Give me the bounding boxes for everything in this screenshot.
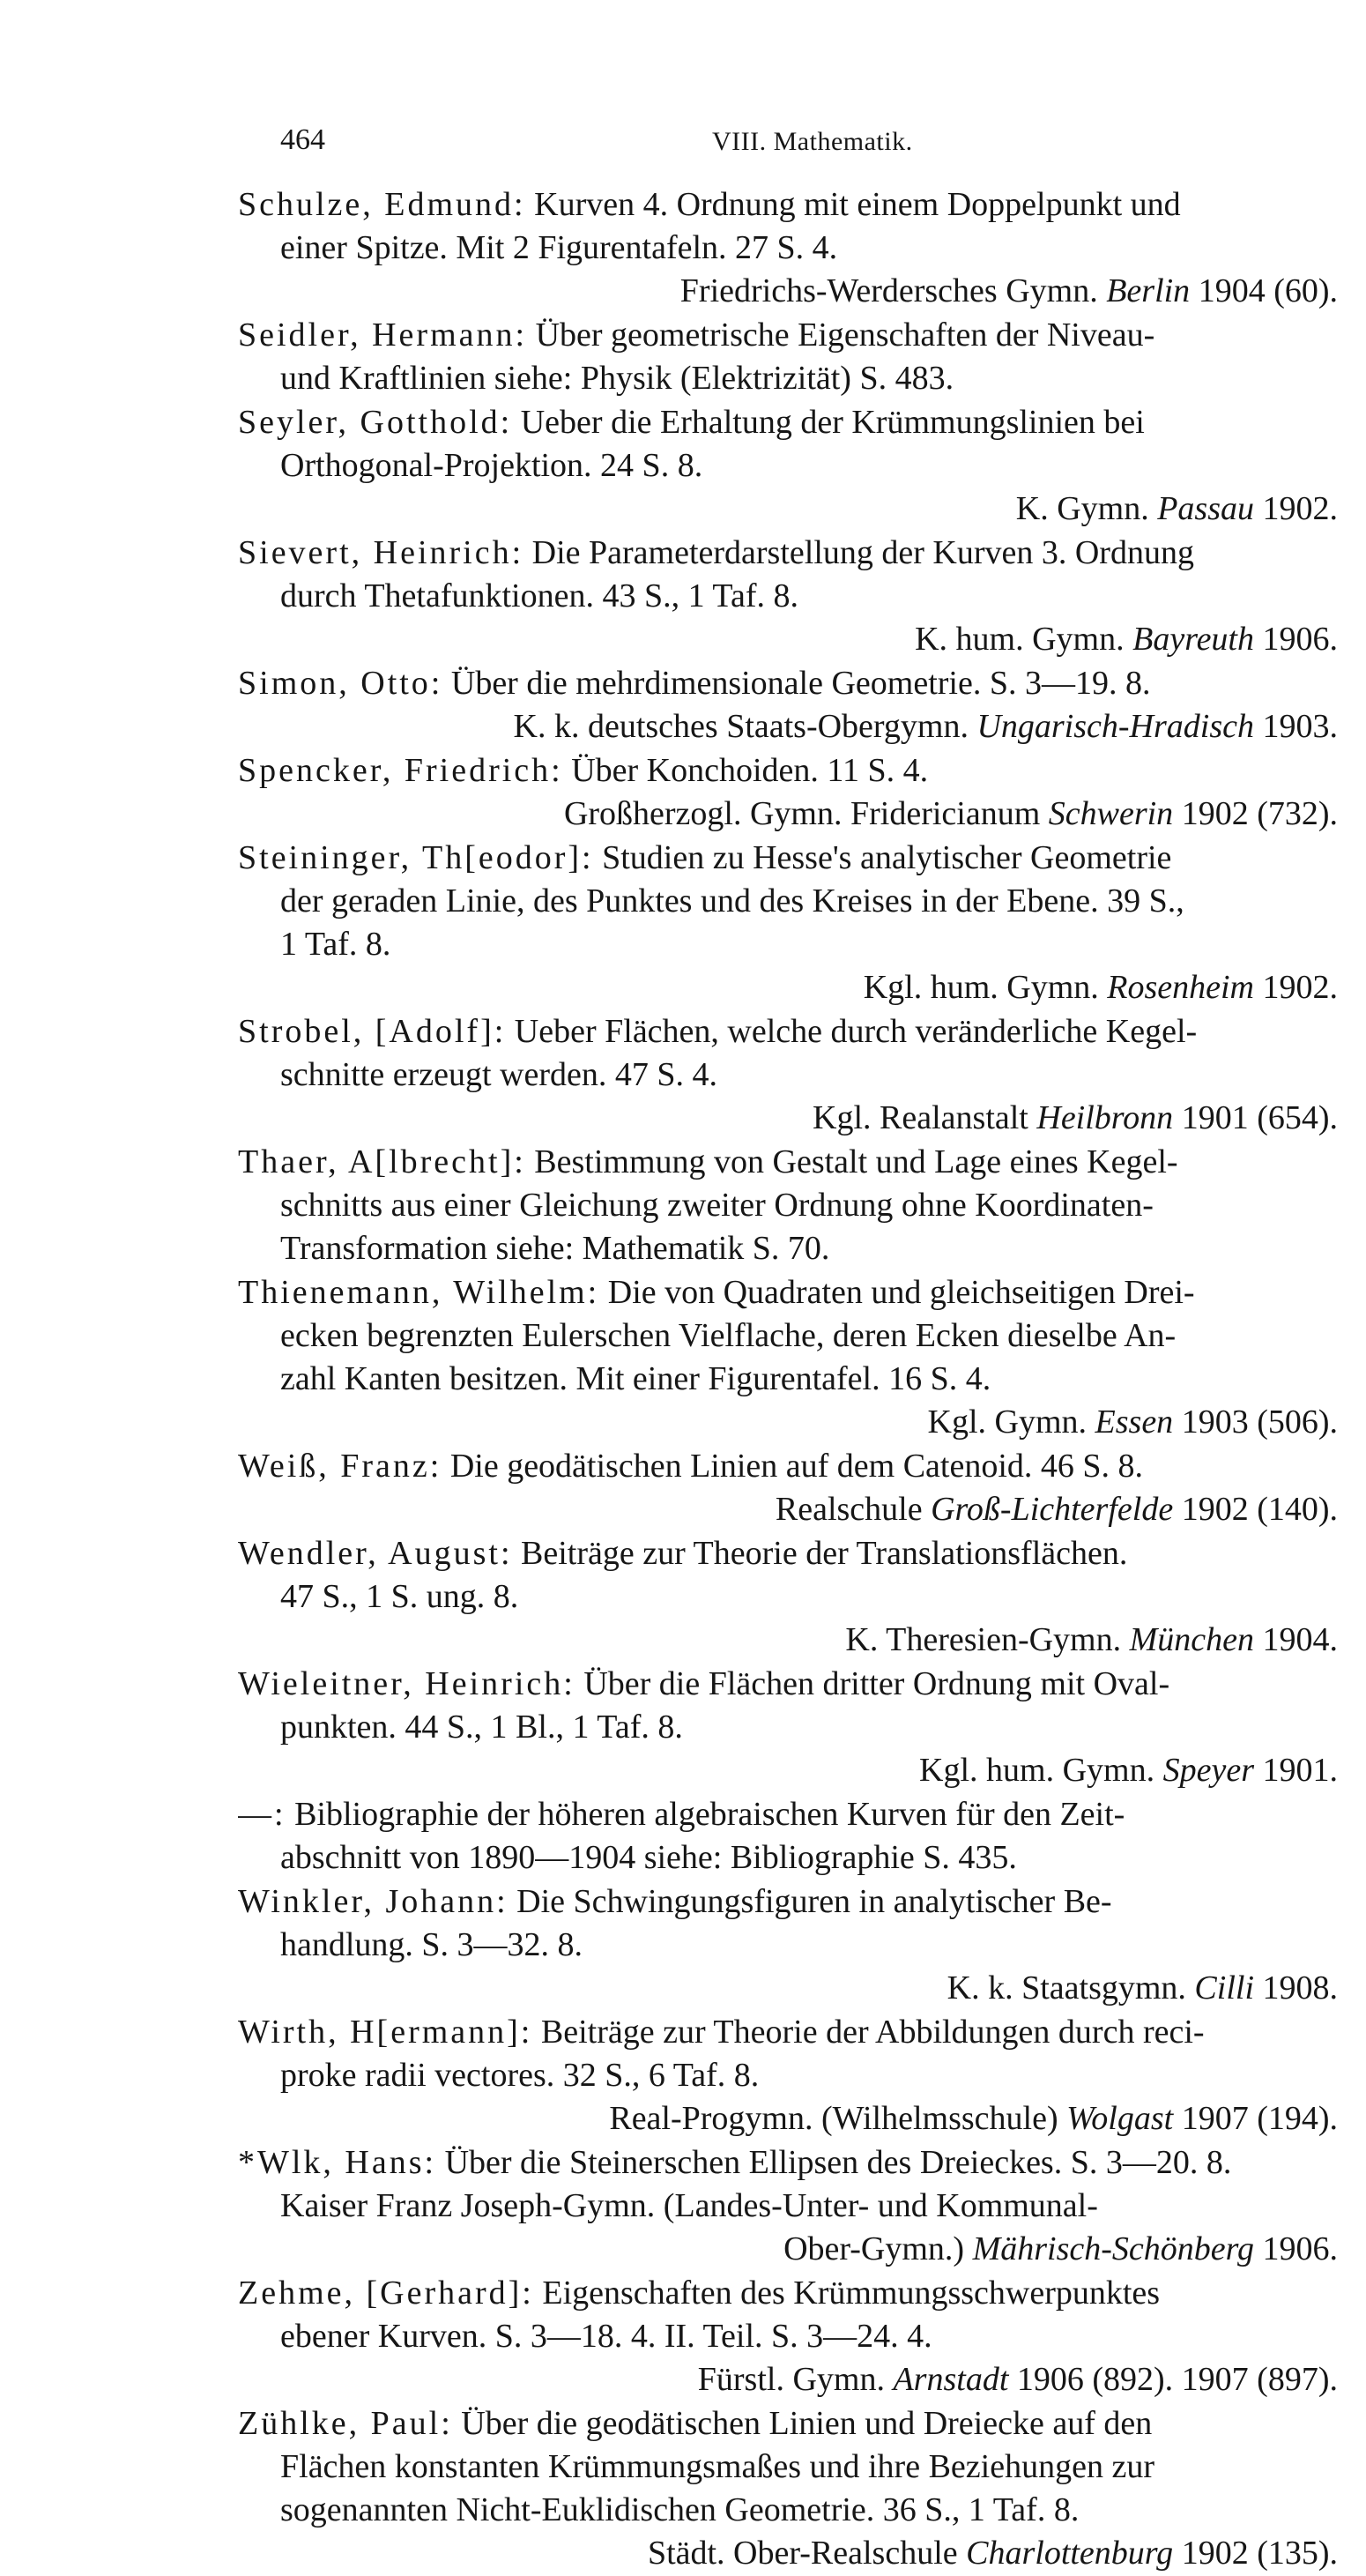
entry-school: Großherzogl. Gymn. Fridericianum — [563, 795, 1041, 832]
entry-author: Simon, Otto: — [238, 665, 443, 702]
bibliography-entry — [238, 183, 1350, 313]
entry-school: K. k. deutsches Staats-Obergymn. — [513, 708, 969, 745]
entry-title-text: Die Schwingungsfiguren in analytischer Be- — [516, 1883, 1112, 1920]
entry-year: 1902 (140). — [1181, 1491, 1338, 1528]
entry-title-text: sogenannten Nicht-Euklidischen Geometrie. 36 S., 1 Taf. 8. — [280, 2491, 1080, 2528]
entry-first-line — [238, 1271, 1350, 1314]
entry-first-line — [238, 1445, 1350, 1488]
bibliography-entry — [238, 2141, 1350, 2271]
entry-title-text: Die von Quadraten und gleichseitigen Drei- — [607, 1274, 1195, 1311]
entry-year: 1908. — [1262, 1969, 1338, 2006]
bibliography-entry — [238, 749, 1350, 836]
entry-author: Zühlke, Paul: — [238, 2405, 453, 2442]
bibliography-entry — [238, 532, 1350, 661]
entry-city: Groß-Lichterfelde — [931, 1491, 1174, 1528]
entry-continuation-line — [238, 2185, 1350, 2228]
entry-first-line — [238, 2141, 1350, 2185]
entry-first-line — [238, 1141, 1350, 1184]
entry-city: Rosenheim — [1107, 969, 1254, 1006]
bibliography-entry — [238, 2011, 1350, 2140]
entry-continuation-line — [238, 2054, 1350, 2097]
entry-school: Kgl. Realanstalt — [813, 1099, 1028, 1136]
entry-first-line — [238, 314, 1350, 357]
entry-continuation-line — [238, 2446, 1350, 2489]
entry-first-line — [238, 1663, 1350, 1706]
entry-title-text: schnitts aus einer Gleichung zweiter Ordnung ohne Koordinaten- — [280, 1187, 1154, 1224]
entry-provenance — [238, 2228, 1350, 2271]
entry-school: Kgl. hum. Gymn. — [919, 1752, 1155, 1789]
bibliography-entry — [238, 1271, 1350, 1444]
entry-title-text: abschnitt von 1890—1904 siehe: Bibliographie S. 435. — [280, 1839, 1017, 1876]
entry-title-text: Orthogonal-Projektion. 24 S. 8. — [280, 447, 703, 484]
entry-city: Schwerin — [1048, 795, 1174, 832]
entry-first-line — [238, 401, 1350, 444]
bibliography-entry — [238, 837, 1350, 1009]
entry-provenance — [238, 1749, 1350, 1792]
entry-title-text: Über geometrische Eigenschaften der Niveau- — [535, 316, 1155, 354]
entry-title-text: Transformation siehe: Mathematik S. 70. — [280, 1230, 830, 1267]
entry-year: 1904 (60). — [1198, 272, 1338, 309]
entry-provenance — [238, 270, 1350, 313]
entry-continuation-line — [238, 2315, 1350, 2358]
bibliography-entry — [238, 1663, 1350, 1792]
section-title: VIII. Mathematik. — [712, 127, 913, 156]
entry-title-text: der geraden Linie, des Punktes und des Kreises in der Ebene. 39 S., — [280, 882, 1184, 919]
entry-year: 1902 (732). — [1181, 795, 1338, 832]
entry-first-line — [238, 662, 1350, 705]
entry-title-text: Ueber die Erhaltung der Krümmungslinien bei — [520, 404, 1145, 441]
entry-city: Essen — [1095, 1403, 1174, 1441]
entry-title-text: Bibliographie der höheren algebraischen Kurven für den Zeit- — [294, 1796, 1125, 1833]
entry-provenance — [238, 1097, 1350, 1140]
entry-author: *Wlk, Hans: — [238, 2144, 437, 2181]
entry-school: Friedrichs-Werdersches Gymn. — [679, 272, 1098, 309]
entry-title-text: und Kraftlinien siehe: Physik (Elektrizität) S. 483. — [280, 360, 954, 397]
bibliography-entry — [238, 314, 1350, 400]
entry-first-line — [238, 1010, 1350, 1053]
entry-first-line — [238, 183, 1350, 227]
entry-author: Sievert, Heinrich: — [238, 534, 524, 571]
entry-school: K. hum. Gymn. — [915, 621, 1125, 658]
entry-first-line — [238, 1532, 1350, 1575]
entry-provenance — [238, 1967, 1350, 2010]
entry-provenance — [238, 705, 1350, 748]
entry-continuation-line — [238, 227, 1350, 270]
entry-author: Seidler, Hermann: — [238, 316, 528, 354]
entry-author: Strobel, [Adolf]: — [238, 1013, 507, 1050]
entry-continuation-line — [238, 444, 1350, 488]
entry-first-line — [238, 749, 1350, 793]
entry-title-text: ecken begrenzten Eulerschen Vielflache, deren Ecken dieselbe An- — [280, 1317, 1177, 1354]
entry-city: Ungarisch-Hradisch — [976, 708, 1254, 745]
entry-continuation-line — [238, 2489, 1350, 2532]
entry-title-text: Eigenschaften des Krümmungsschwerpunktes — [542, 2274, 1161, 2312]
entry-continuation-line — [238, 1706, 1350, 1749]
entry-first-line — [238, 532, 1350, 575]
entry-city: Arnstadt — [893, 2361, 1009, 2398]
page-number: 464 — [280, 123, 325, 156]
entry-year: 1903 (506). — [1181, 1403, 1338, 1441]
entry-school: Kgl. Gymn. — [927, 1403, 1088, 1441]
entry-author: Thaer, A[lbrecht]: — [238, 1143, 526, 1180]
entry-city: Charlottenburg — [966, 2535, 1174, 2572]
entry-first-line — [238, 837, 1350, 880]
entry-city: München — [1129, 1621, 1254, 1658]
entry-school: Ober-Gymn.) — [783, 2230, 965, 2267]
entry-provenance — [238, 618, 1350, 661]
entry-continuation-line — [238, 357, 1350, 400]
entry-year: 1903. — [1262, 708, 1338, 745]
entry-title-text: proke radii vectores. 32 S., 6 Taf. 8. — [280, 2057, 760, 2094]
entry-city: Heilbronn — [1036, 1099, 1174, 1136]
entry-author: Wieleitner, Heinrich: — [238, 1665, 575, 1702]
entry-title-text: Beiträge zur Theorie der Translationsflächen. — [521, 1535, 1128, 1572]
entry-year: 1904. — [1262, 1621, 1338, 1658]
entry-provenance — [238, 2532, 1350, 2575]
entry-year: 1901. — [1262, 1752, 1338, 1789]
entry-year: 1906 (892). 1907 (897). — [1016, 2361, 1338, 2398]
entry-school: Fürstl. Gymn. — [697, 2361, 885, 2398]
entry-provenance — [238, 488, 1350, 531]
entry-title-text: Über Konchoiden. 11 S. 4. — [571, 752, 929, 789]
entry-city: Berlin — [1106, 272, 1191, 309]
entry-author: Wendler, August: — [238, 1535, 513, 1572]
entry-provenance — [238, 1401, 1350, 1444]
bibliography-entry — [238, 1010, 1350, 1140]
entry-year: 1901 (654). — [1181, 1099, 1338, 1136]
entry-title-text: 47 S., 1 S. ung. 8. — [280, 1578, 519, 1615]
entry-first-line — [238, 2011, 1350, 2054]
entry-provenance — [238, 966, 1350, 1009]
entry-city: Speyer — [1162, 1752, 1254, 1789]
entry-title-text: schnitte erzeugt werden. 47 S. 4. — [280, 1056, 717, 1093]
entry-school: Realschule — [775, 1491, 923, 1528]
entry-author: Weiß, Franz: — [238, 1448, 442, 1485]
entry-city: Passau — [1157, 490, 1254, 527]
entry-continuation-line — [238, 923, 1350, 966]
entry-continuation-line — [238, 1314, 1350, 1358]
entry-author: Steininger, Th[eodor]: — [238, 839, 594, 876]
entry-title-text: ebener Kurven. S. 3—18. 4. II. Teil. S. 3—24. 4. — [280, 2318, 932, 2355]
bibliography-entry — [238, 662, 1350, 748]
entry-continuation-line — [238, 1053, 1350, 1097]
entry-year: 1902. — [1262, 490, 1338, 527]
bibliography-list — [238, 183, 1350, 2576]
entry-title-text: Über die geodätischen Linien und Dreiecke auf den — [461, 2405, 1153, 2442]
entry-author: Schulze, Edmund: — [238, 186, 526, 223]
entry-title-text: zahl Kanten besitzen. Mit einer Figurentafel. 16 S. 4. — [280, 1360, 991, 1397]
entry-author: Seyler, Gotthold: — [238, 404, 513, 441]
bibliography-entry — [238, 1880, 1350, 2010]
entry-title-text: handlung. S. 3—32. 8. — [280, 1926, 583, 1963]
entry-title-text: Die geodätischen Linien auf dem Catenoid. 46 S. 8. — [449, 1448, 1144, 1485]
entry-continuation-line — [238, 1184, 1350, 1227]
entry-continuation-line — [238, 1358, 1350, 1401]
page-header — [280, 123, 1303, 168]
entry-title-text: Über die mehrdimensionale Geometrie. S. 3—19. 8. — [450, 665, 1151, 702]
entry-provenance — [238, 2358, 1350, 2401]
entry-title-text: Studien zu Hesse's analytischer Geometrie — [602, 839, 1172, 876]
entry-title-text: Kurven 4. Ordnung mit einem Doppelpunkt und — [534, 186, 1181, 223]
entry-first-line — [238, 1793, 1350, 1836]
entry-provenance — [238, 2097, 1350, 2140]
entry-title-text: Kaiser Franz Joseph-Gymn. (Landes-Unter- und Kommunal- — [280, 2187, 1098, 2224]
entry-title-text: punkten. 44 S., 1 Bl., 1 Taf. 8. — [280, 1709, 683, 1746]
entry-school: K. Theresien-Gymn. — [845, 1621, 1122, 1658]
entry-year: 1902. — [1262, 969, 1338, 1006]
entry-author: Spencker, Friedrich: — [238, 752, 563, 789]
entry-city: Bayreuth — [1132, 621, 1254, 658]
entry-school: K. Gymn. — [1015, 490, 1149, 527]
entry-title-text: Flächen konstanten Krümmungsmaßes und ihre Beziehungen zur — [280, 2448, 1154, 2485]
bibliography-entry — [238, 2272, 1350, 2401]
entry-title-text: Die Parameterdarstellung der Kurven 3. Ordnung — [531, 534, 1194, 571]
entry-title-text: 1 Taf. 8. — [280, 926, 391, 963]
entry-title-text: Über die Steinerschen Ellipsen des Dreieckes. S. 3—20. 8. — [444, 2144, 1232, 2181]
entry-provenance — [238, 793, 1350, 836]
entry-continuation-line — [238, 575, 1350, 618]
entry-title-text: Über die Flächen dritter Ordnung mit Oval- — [583, 1665, 1170, 1702]
entry-year: 1907 (194). — [1181, 2100, 1338, 2137]
entry-continuation-line — [238, 880, 1350, 923]
entry-first-line — [238, 2272, 1350, 2315]
entry-author: Zehme, [Gerhard]: — [238, 2274, 534, 2312]
entry-year: 1906. — [1262, 621, 1338, 658]
entry-title-text: einer Spitze. Mit 2 Figurentafeln. 27 S. 4. — [280, 229, 838, 266]
entry-title-text: Bestimmung von Gestalt und Lage eines Kegel- — [534, 1143, 1178, 1180]
entry-year: 1902 (135). — [1181, 2535, 1338, 2572]
entry-school: Städt. Ober-Realschule — [647, 2535, 958, 2572]
entry-city: Cilli — [1194, 1969, 1254, 2006]
entry-title-text: durch Thetafunktionen. 43 S., 1 Taf. 8. — [280, 577, 798, 614]
entry-author: Thienemann, Wilhelm: — [238, 1274, 600, 1311]
entry-first-line — [238, 2402, 1350, 2446]
entry-provenance — [238, 1619, 1350, 1662]
entry-school: K. k. Staatsgymn. — [947, 1969, 1186, 2006]
entry-school: Kgl. hum. Gymn. — [863, 969, 1099, 1006]
entry-author: Wirth, H[ermann]: — [238, 2014, 533, 2051]
entry-continuation-line — [238, 1227, 1350, 1270]
entry-author: Winkler, Johann: — [238, 1883, 509, 1920]
entry-city: Mährisch-Schönberg — [972, 2230, 1254, 2267]
entry-continuation-line — [238, 1575, 1350, 1619]
bibliography-entry — [238, 401, 1350, 531]
entry-provenance — [238, 1488, 1350, 1531]
entry-year: 1906. — [1262, 2230, 1338, 2267]
entry-title-text: Beiträge zur Theorie der Abbildungen durch reci- — [540, 2014, 1205, 2051]
entry-first-line — [238, 1880, 1350, 1924]
bibliography-entry — [238, 1793, 1350, 1880]
bibliography-entry — [238, 2402, 1350, 2575]
entry-continuation-line — [238, 1924, 1350, 1967]
bibliography-entry — [238, 1141, 1350, 1270]
entry-school: Real-Progymn. (Wilhelmsschule) — [609, 2100, 1058, 2137]
bibliography-entry — [238, 1532, 1350, 1662]
entry-title-text: Ueber Flächen, welche durch veränderliche Kegel- — [514, 1013, 1198, 1050]
entry-city: Wolgast — [1066, 2100, 1174, 2137]
entry-continuation-line — [238, 1836, 1350, 1880]
bibliography-entry — [238, 1445, 1350, 1531]
entry-author: —: — [238, 1796, 286, 1833]
